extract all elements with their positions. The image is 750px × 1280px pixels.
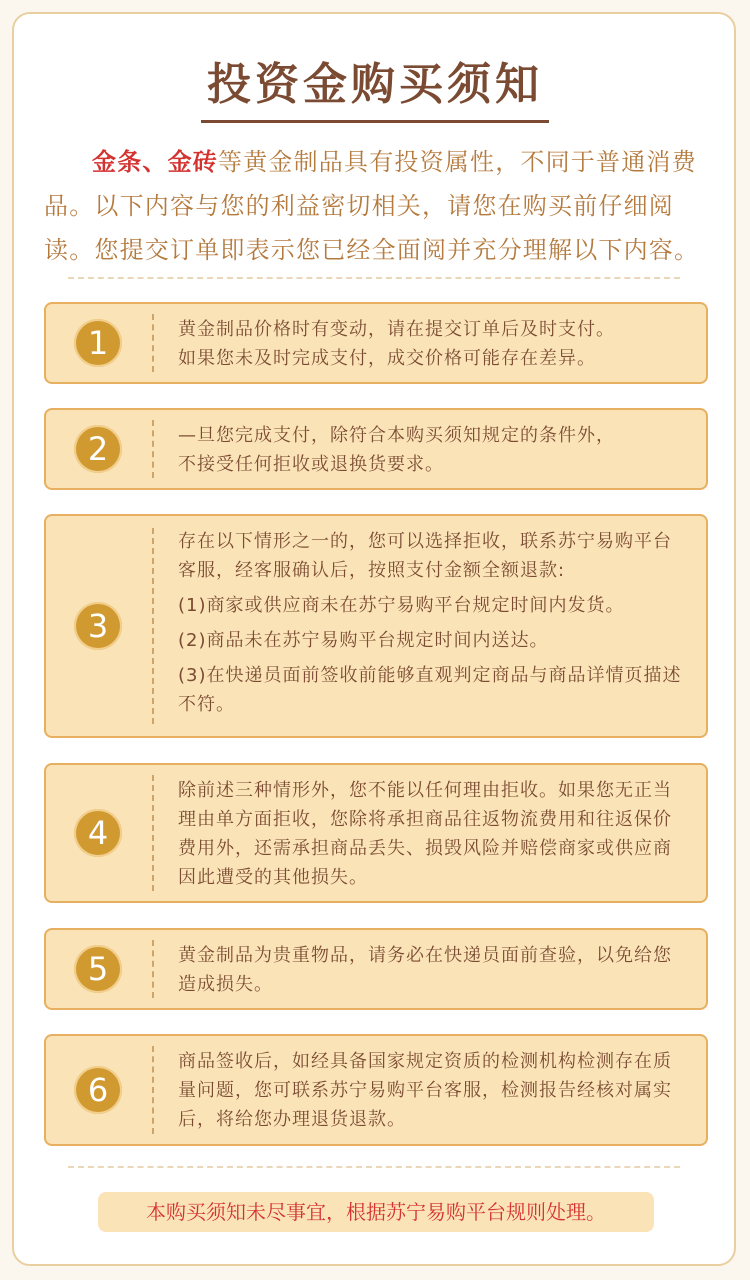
footer-note: 本购买须知未尽事宜，根据苏宁易购平台规则处理。 [98,1192,654,1232]
notice-item-6 [44,1034,708,1146]
notice-item-4 [44,763,708,903]
number-badge-1: 1 [74,319,122,367]
notice-text-5 [178,941,686,999]
notice-separator [152,940,154,998]
page-title: 投资金购买须知 [0,48,750,123]
notice-line: 存在以下情形之一的，您可以选择拒收，联系苏宁易购平台客服，经客服确认后，按照支付金额全额退款: [178,531,672,581]
notice-text-3 [178,527,686,719]
notice-line: —旦您完成支付，除符合本购买须知规定的条件外， [178,425,615,446]
notice-line: 黄金制品为贵重物品，请务必在快递员面前查验，以免给您造成损失。 [178,945,672,995]
number-badge-4: 4 [74,809,122,857]
intro-highlight: 金条、金砖 [92,148,218,176]
notice-separator [152,1046,154,1134]
notice-item-1 [44,302,708,384]
notice-item-5 [44,928,708,1010]
notice-text-2 [178,421,686,479]
number-badge-6: 6 [74,1066,122,1114]
notice-line: (3)在快递员面前签收前能够直观判定商品与商品详情页描述不符。 [178,665,682,715]
notice-item-2 [44,408,708,490]
notice-separator [152,420,154,478]
notice-separator [152,775,154,891]
number-badge-3: 3 [74,602,122,650]
intro-text: 等黄金制品具有投资属性，不同于普通消费品。以下内容与您的利益密切相关，请您在购买前仔细阅读。您提交订单即表示您已经全面阅并充分理解以下内容。 [44,148,700,264]
notice-item-3 [44,514,708,738]
number-badge-2: 2 [74,425,122,473]
number-badge-5: 5 [74,945,122,993]
bottom-divider [68,1166,680,1168]
notice-separator [152,528,154,724]
notice-line: (1)商家或供应商未在苏宁易购平台规定时间内发货。 [178,595,625,616]
notice-text-4 [178,776,686,892]
notice-text-1 [178,315,686,373]
notice-line: 不接受任何拒收或退换货要求。 [178,454,444,475]
intro-paragraph [44,140,712,272]
notice-line: 如果您未及时完成支付，成交价格可能存在差异。 [178,348,596,369]
notice-line: 商品签收后，如经具备国家规定资质的检测机构检测存在质量问题，您可联系苏宁易购平台客服，检测报告经核对属实后，将给您办理退货退款。 [178,1051,672,1130]
notice-separator [152,314,154,372]
notice-text-6 [178,1047,686,1134]
notice-line: 黄金制品价格时有变动，请在提交订单后及时支付。 [178,319,615,340]
notice-line: 除前述三种情形外，您不能以任何理由拒收。如果您无正当理由单方面拒收，您除将承担商品往返物流费用和往返保价费用外，还需承担商品丢失、损毁风险并赔偿商家或供应商因此遭受的其他损失。 [178,780,672,888]
top-divider [68,277,680,279]
notice-line: (2)商品未在苏宁易购平台规定时间内送达。 [178,630,549,651]
